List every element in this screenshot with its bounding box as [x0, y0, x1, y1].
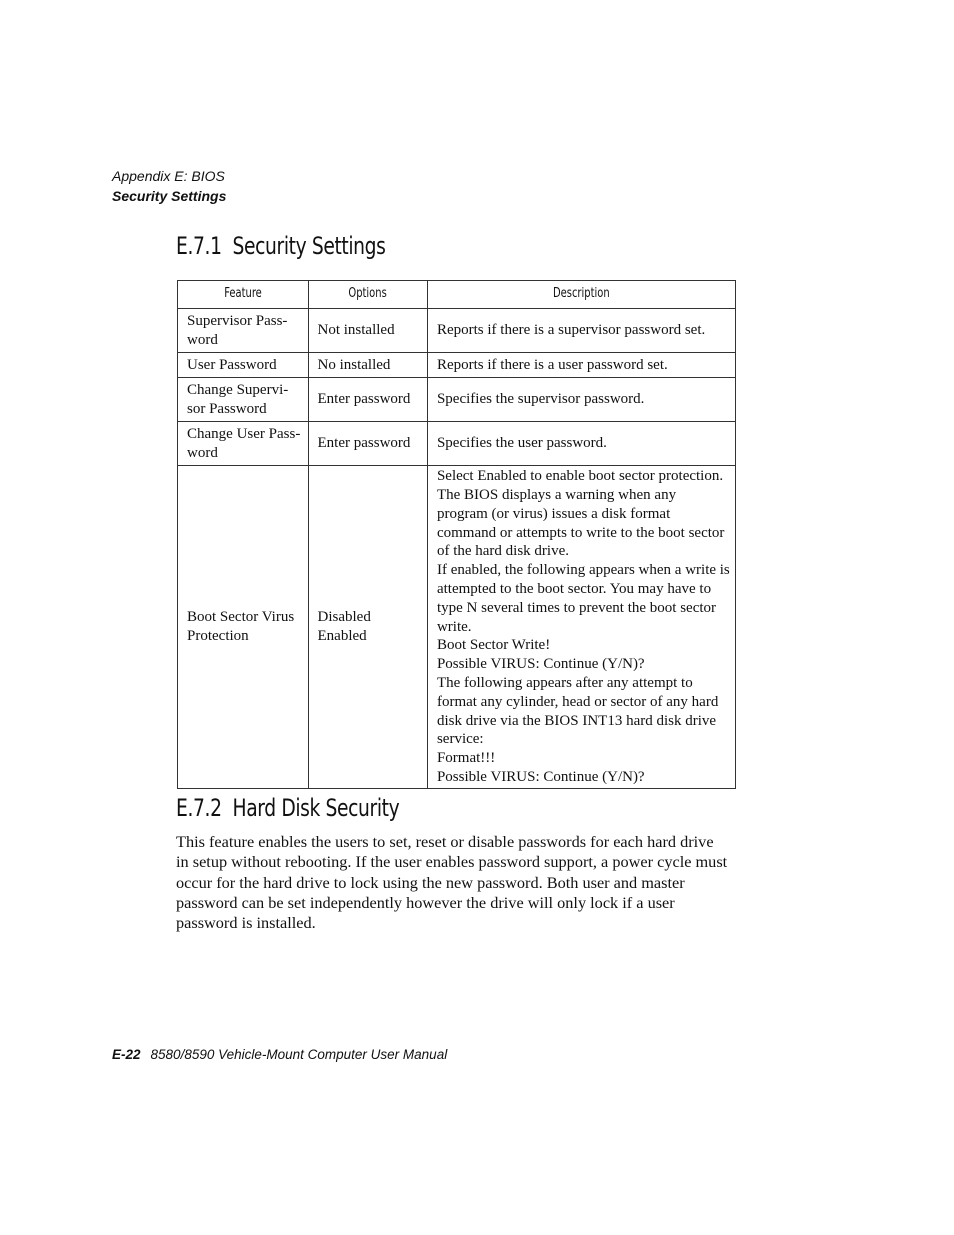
- table-row: [178, 353, 736, 378]
- cell-line: service:: [436, 731, 484, 748]
- section-number: E.7.1: [176, 232, 222, 260]
- paragraph-line: occur for the hard drive to lock using the new password. Both user and master: [176, 872, 685, 892]
- cell-line: Specifies the user password.: [436, 435, 607, 452]
- cell-line: Reports if there is a supervisor password set.: [436, 322, 706, 339]
- security-settings-table: [177, 280, 736, 789]
- cell-line: The BIOS displays a warning when any: [436, 487, 677, 504]
- cell-line: write.: [436, 618, 472, 635]
- page-footer: [112, 1047, 447, 1062]
- cell-line: Enter password: [317, 391, 411, 408]
- cell-line: sor Password: [187, 400, 267, 417]
- running-head: [112, 166, 226, 206]
- cell-line: Possible VIRUS: Continue (Y/N)?: [436, 768, 645, 785]
- paragraph-line: password is installed.: [176, 913, 316, 933]
- section-title: Hard Disk Security: [232, 794, 400, 822]
- paragraph-line: password can be set independently however the drive will only lock if a user: [176, 892, 675, 912]
- section-heading-hard-disk-security: [176, 794, 399, 822]
- feature-cell: [178, 309, 309, 353]
- running-head-section: Appendix E: BIOS: [112, 168, 225, 184]
- table-row: [178, 422, 736, 466]
- feature-cell: [178, 422, 309, 466]
- cell-line: Supervisor Pass-: [187, 312, 288, 329]
- options-cell: [308, 466, 427, 789]
- cell-line: of the hard disk drive.: [436, 543, 570, 560]
- cell-line: attempted to the boot sector. You may have to: [436, 581, 712, 597]
- header-feature: Feature: [178, 281, 309, 309]
- page-number: E-22: [112, 1047, 141, 1062]
- section-heading-security-settings: [176, 232, 386, 260]
- cell-line: word: [187, 331, 218, 348]
- cell-line: Possible VIRUS: Continue (Y/N)?: [436, 656, 645, 673]
- cell-line: Enter password: [317, 435, 411, 452]
- options-cell: [308, 422, 427, 466]
- cell-line: Boot Sector Write!: [436, 637, 551, 654]
- description-cell: [427, 378, 735, 422]
- cell-line: word: [187, 444, 218, 461]
- cell-line: format any cylinder, head or sector of any hard: [436, 693, 719, 710]
- cell-line: Reports if there is a user password set.: [436, 356, 668, 373]
- manual-title: 8580/8590 Vehicle-Mount Computer User Manual: [150, 1047, 448, 1062]
- header-options: Options: [308, 281, 427, 309]
- hard-disk-security-paragraph: [176, 832, 738, 933]
- cell-line: Disabled: [317, 609, 371, 626]
- options-cell: [308, 378, 427, 422]
- options-cell: [308, 309, 427, 353]
- table-row: [178, 378, 736, 422]
- cell-line: Select Enabled to enable boot sector protection.: [436, 468, 724, 485]
- section-number: E.7.2: [176, 794, 222, 822]
- description-cell: [427, 353, 735, 378]
- cell-line: If enabled, the following appears when a write is: [436, 562, 730, 579]
- cell-line: Enabled: [317, 628, 367, 644]
- table-row: [178, 466, 736, 789]
- options-cell: [308, 353, 427, 378]
- cell-line: Change User Pass-: [187, 425, 301, 442]
- cell-line: Not installed: [317, 322, 395, 339]
- feature-cell: [178, 353, 309, 378]
- table-row: [178, 309, 736, 353]
- table-header-row: [178, 281, 736, 309]
- section-title: Security Settings: [232, 232, 386, 260]
- running-head-subsection: Security Settings: [112, 188, 227, 204]
- table-body: [178, 309, 736, 789]
- description-cell: [427, 422, 735, 466]
- cell-line: Boot Sector Virus: [187, 609, 295, 626]
- paragraph-line: This feature enables the users to set, reset or disable passwords for each hard drive: [176, 832, 714, 851]
- cell-line: The following appears after any attempt to: [436, 674, 693, 691]
- cell-line: Change Supervi-: [187, 381, 289, 398]
- paragraph-line: in setup without rebooting. If the user enables password support, a power cycle must: [176, 852, 728, 872]
- cell-line: command or attempts to write to the boot sector: [436, 524, 725, 541]
- header-description: Description: [427, 281, 735, 309]
- cell-line: No installed: [317, 356, 391, 373]
- description-cell: [427, 466, 735, 789]
- feature-cell: [178, 466, 309, 789]
- cell-line: User Password: [187, 356, 277, 373]
- cell-line: Specifies the supervisor password.: [436, 391, 645, 408]
- feature-cell: [178, 378, 309, 422]
- cell-line: Protection: [187, 628, 249, 644]
- cell-line: program (or virus) issues a disk format: [436, 505, 671, 522]
- cell-line: type N several times to prevent the boot sector: [436, 599, 717, 616]
- description-cell: [427, 309, 735, 353]
- cell-line: disk drive via the BIOS INT13 hard disk drive: [436, 712, 717, 729]
- cell-line: Format!!!: [436, 750, 496, 767]
